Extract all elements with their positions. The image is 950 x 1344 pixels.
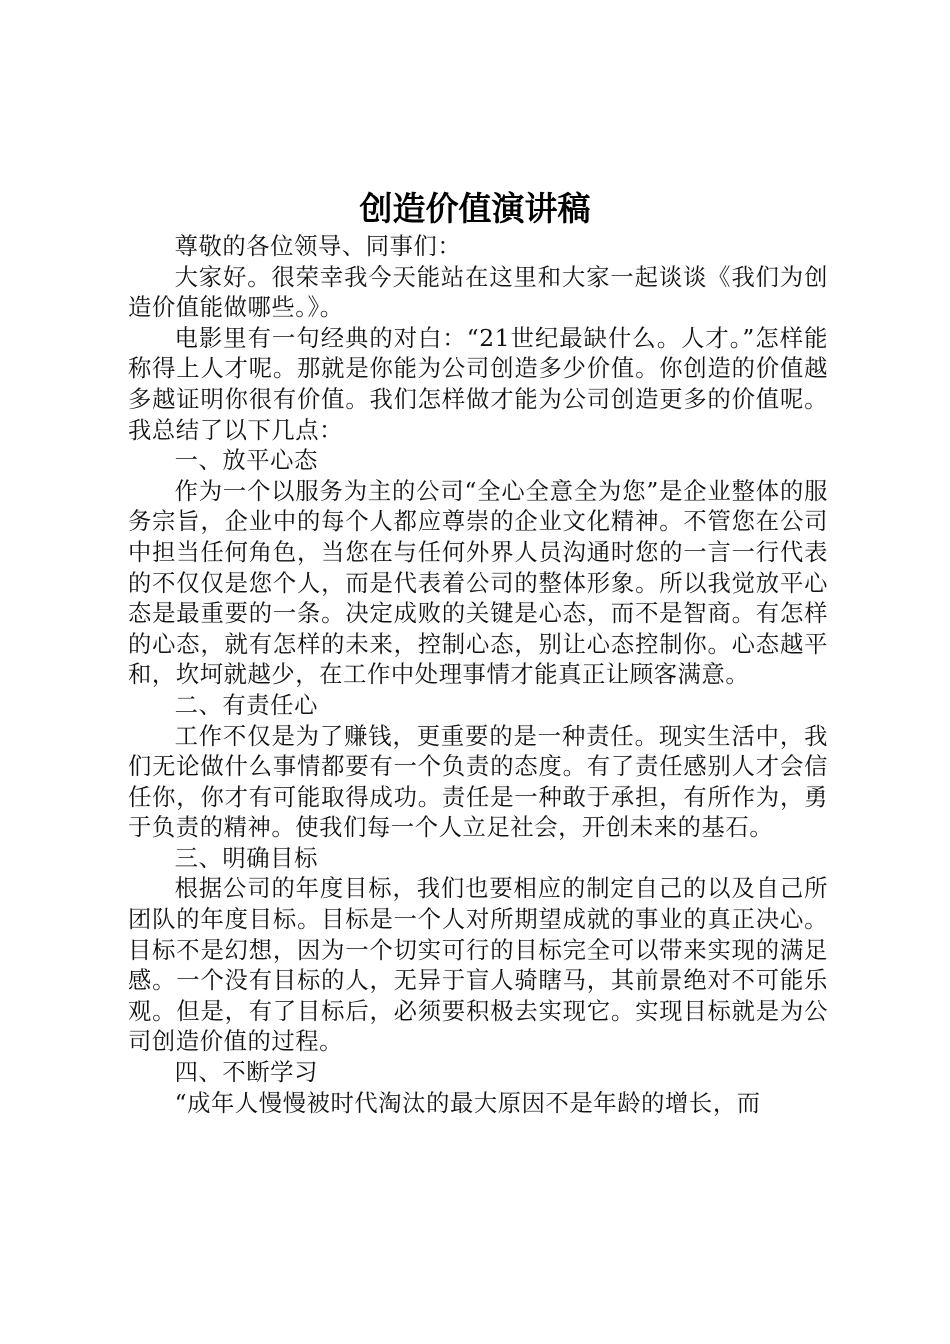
greeting-paragraph: 大家好。很荣幸我今天能站在这里和大家一起谈谈《我们为创造价值能做哪些。》。 [128, 263, 828, 322]
section-heading-2: 二、有责任心 [174, 691, 318, 719]
section-paragraph-3: 根据公司的年度目标，我们也要相应的制定自己的以及自己所团队的年度目标。目标是一个人对所期望成就的事业的真正决心。目标不是幻想，因为一个切实可行的目标完全可以带来实现的满足感。一个没有目标的人，无异于盲人骑瞎马，其前景绝对不可能乐观。但是，有了目标后，必须要积极去实现它。实现目标就是为公司创造价值的过程。 [128, 875, 828, 1056]
section-heading-3: 三、明确目标 [174, 844, 318, 872]
section-heading-1: 一、放平心态 [174, 447, 318, 475]
section-paragraph-4: “成年人慢慢被时代淘汰的最大原因不是年龄的增长，而 [174, 1089, 761, 1117]
section-paragraph-2: 工作不仅是为了赚钱，更重要的是一种责任。现实生活中，我们无论做什么事情都要有一个负责的态度。有了责任感别人才会信任你，你才有可能取得成功。责任是一种敢于承担，有所作为，勇于负责的精神。使我们每一个人立足社会，开创未来的基石。 [128, 722, 828, 842]
document-body [128, 232, 828, 1119]
intro-paragraph: 电影里有一句经典的对白：“21世纪最缺什么。人才。”怎样能称得上人才呢。那就是你能为公司创造多少价值。你创造的价值越多越证明你很有价值。我们怎样做才能为公司创造更多的价值呢。我总结了以下几点： [128, 324, 828, 444]
section-paragraph-1: 作为一个以服务为主的公司“全心全意全为您”是企业整体的服务宗旨，企业中的每个人都应尊崇的企业文化精神。不管您在公司中担当任何角色，当您在与任何外界人员沟通时您的一言一行代表的不仅仅是您个人，而是代表着公司的整体形象。所以我觉放平心态是最重要的一条。决定成败的关键是心态，而不是智商。有怎样的心态，就有怎样的未来，控制心态，别让心态控制你。心态越平和，坎坷就越少，在工作中处理事情才能真正让顾客满意。 [128, 477, 828, 689]
section-heading-4: 四、不断学习 [174, 1059, 318, 1087]
document-title: 创造价值演讲稿 [359, 189, 591, 228]
salutation-paragraph: 尊敬的各位领导、同事们： [174, 233, 462, 260]
